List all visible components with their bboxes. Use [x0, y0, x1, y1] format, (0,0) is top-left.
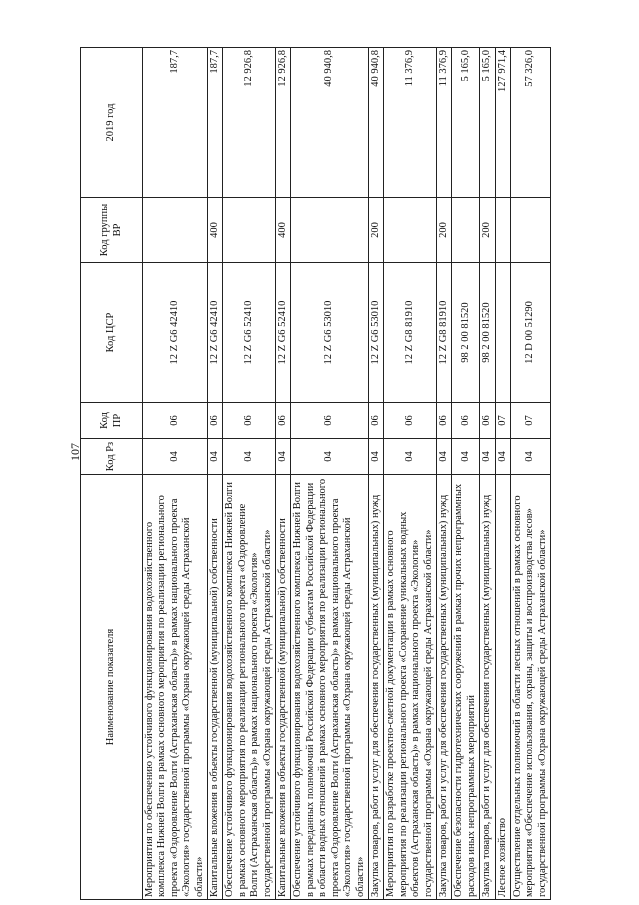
row-name: Лесное хозяйство	[495, 475, 510, 900]
row-rz: 04	[495, 439, 510, 475]
row-csr: 12 Z G6 53010	[291, 263, 368, 403]
row-value: 11 376,9	[384, 48, 437, 198]
row-name: Капитальные вложения в объекты государственной (муниципальной) собственности	[208, 475, 223, 900]
row-vr: 400	[208, 198, 223, 263]
table-row	[510, 48, 550, 900]
row-rz: 04	[510, 439, 550, 475]
row-vr	[452, 198, 480, 263]
header-vr: Код группы ВР	[81, 198, 143, 263]
table-row	[452, 48, 480, 900]
table-header-row	[81, 48, 143, 900]
row-pr: 06	[208, 403, 223, 439]
row-csr: 12 Z G6 42410	[143, 263, 208, 403]
row-rz: 04	[143, 439, 208, 475]
header-name: Наименование показателя	[81, 475, 143, 900]
row-vr	[223, 198, 276, 263]
row-rz: 04	[384, 439, 437, 475]
row-value: 12 926,8	[223, 48, 276, 198]
table-row	[291, 48, 368, 900]
row-name: Капитальные вложения в объекты государственной (муниципальной) собственности	[276, 475, 291, 900]
row-name: Обеспечение устойчивого функционирования водохозяйственного комплекса Нижней Волги в рамках основного мероприятия по реализации регионального проекта «Оздоровление Волги (Астраханская область)» в рамках национального проекта «Экология» государственной программы «Охрана окружающей среды Астраханской области»	[223, 475, 276, 900]
row-name: Обеспечение безопасности гидротехнических сооружений в рамках прочих непрограммных расходов иных непрограммных мероприятий	[452, 475, 480, 900]
row-value: 5 165,0	[452, 48, 480, 198]
row-pr: 06	[223, 403, 276, 439]
row-rz: 04	[208, 439, 223, 475]
row-value: 11 376,9	[436, 48, 451, 198]
row-rz: 04	[276, 439, 291, 475]
row-value: 187,7	[208, 48, 223, 198]
row-pr: 06	[291, 403, 368, 439]
row-pr: 06	[480, 403, 495, 439]
row-pr: 06	[276, 403, 291, 439]
budget-table	[80, 47, 551, 900]
row-value: 40 940,8	[291, 48, 368, 198]
table-row	[495, 48, 510, 900]
table-row	[368, 48, 383, 900]
row-csr: 98 2 00 81520	[452, 263, 480, 403]
row-pr: 06	[384, 403, 437, 439]
table-row	[436, 48, 451, 900]
row-rz: 04	[368, 439, 383, 475]
row-vr	[384, 198, 437, 263]
table-row	[223, 48, 276, 900]
row-pr: 06	[452, 403, 480, 439]
row-value: 5 165,0	[480, 48, 495, 198]
header-pr: Код ПР	[81, 403, 143, 439]
row-csr: 12 D 00 51290	[510, 263, 550, 403]
rotated-table-container	[80, 48, 610, 900]
row-name: Мероприятия по разработке проектно-сметной документации в рамках основного мероприятия по реализации регионального проекта «Сохранение уникальных водных объектов (Астраханская область)» в рамках национального проекта «Экология» государственной программы «Охрана окружающей среды Астраханской области»	[384, 475, 437, 900]
row-csr: 12 Z G8 81910	[436, 263, 451, 403]
row-value: 40 940,8	[368, 48, 383, 198]
header-csr: Код ЦСР	[81, 263, 143, 403]
row-rz: 04	[223, 439, 276, 475]
row-rz: 04	[480, 439, 495, 475]
row-csr: 98 2 00 81520	[480, 263, 495, 403]
row-value: 57 326,0	[510, 48, 550, 198]
row-pr: 06	[436, 403, 451, 439]
row-vr: 200	[368, 198, 383, 263]
table-row	[384, 48, 437, 900]
page-number: 107	[68, 443, 82, 461]
row-vr	[510, 198, 550, 263]
table-row	[276, 48, 291, 900]
row-rz: 04	[436, 439, 451, 475]
row-name: Закупка товаров, работ и услуг для обеспечения государственных (муниципальных) нужд	[436, 475, 451, 900]
table-row	[480, 48, 495, 900]
row-csr: 12 Z G8 81910	[384, 263, 437, 403]
header-year: 2019 год	[81, 48, 143, 198]
row-value: 187,7	[143, 48, 208, 198]
row-name: Осуществление отдельных полномочий в области лесных отношений в рамках основного мероприятия «Обеспечение использования, охраны, защиты и воспроизводства лесов» государственной программы «Охрана окружающей среды Астраханской области»	[510, 475, 550, 900]
row-value: 127 971,4	[495, 48, 510, 198]
row-value: 12 926,8	[276, 48, 291, 198]
row-vr: 200	[480, 198, 495, 263]
row-vr	[143, 198, 208, 263]
table-row	[143, 48, 208, 900]
row-pr: 06	[143, 403, 208, 439]
table-row	[208, 48, 223, 900]
row-csr: 12 Z G6 52410	[223, 263, 276, 403]
row-csr: 12 Z G6 53010	[368, 263, 383, 403]
row-vr: 400	[276, 198, 291, 263]
row-name: Закупка товаров, работ и услуг для обеспечения государственных (муниципальных) нужд	[368, 475, 383, 900]
row-pr: 07	[495, 403, 510, 439]
row-csr: 12 Z G6 42410	[208, 263, 223, 403]
row-name: Закупка товаров, работ и услуг для обеспечения государственных (муниципальных) нужд	[480, 475, 495, 900]
row-pr: 06	[368, 403, 383, 439]
row-csr: 12 Z G6 52410	[276, 263, 291, 403]
header-rz: Код Рз	[81, 439, 143, 475]
row-vr	[495, 198, 510, 263]
row-name: Мероприятия по обеспечению устойчивого функционирования водохозяйственного комплекса Нижней Волги в рамках основного мероприятия по реализации регионального проекта «Оздоровление Волги (Астраханская область)» в рамках национального проекта «Экология» государственной программы «Охрана окружающей среды Астраханской области»	[143, 475, 208, 900]
row-csr	[495, 263, 510, 403]
row-rz: 04	[452, 439, 480, 475]
row-vr	[291, 198, 368, 263]
row-vr: 200	[436, 198, 451, 263]
row-pr: 07	[510, 403, 550, 439]
row-name: Обеспечение устойчивого функционирования водохозяйственного комплекса Нижней Волги в рамках переданных полномочий Российской Федерации субъектам Российской Федерации в области водных отношений в рамках основного мероприятия по реализации регионального проекта «Оздоровление Волги (Астраханская область)» в рамках национального проекта «Экология» государственной программы «Охрана окружающей среды Астраханской области»	[291, 475, 368, 900]
row-rz: 04	[291, 439, 368, 475]
